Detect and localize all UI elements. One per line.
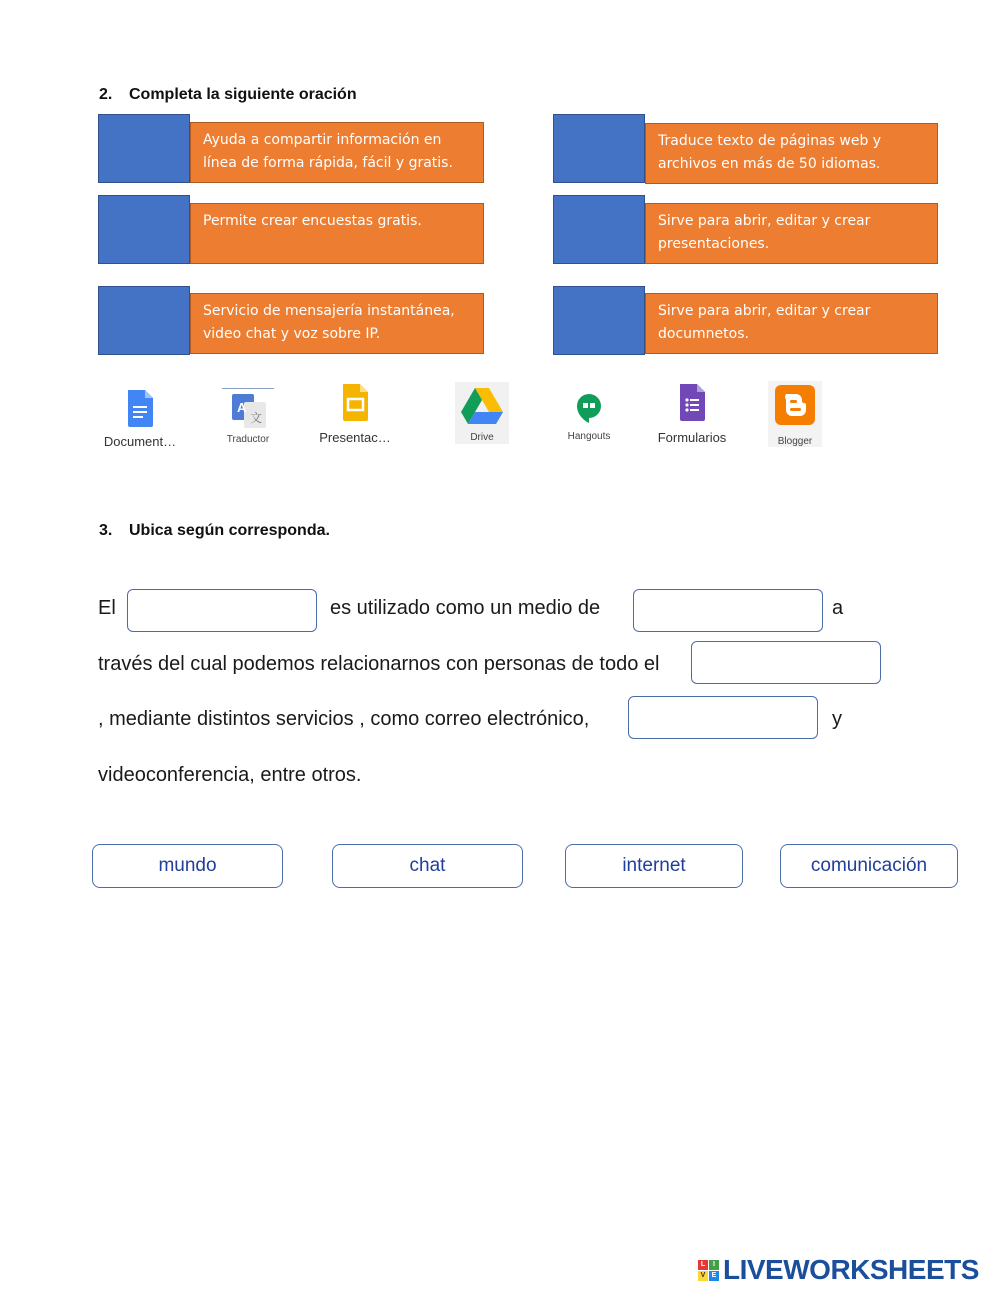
sentence-part-5: , mediante distintos servicios , como correo electrónico, [98,708,590,730]
sentence-part-2: es utilizado como un medio de [330,597,601,619]
section-3-title-text: Ubica según corresponda. [129,522,330,539]
blogger-tile [768,381,822,447]
sentence-part-6: y [832,708,842,730]
section-3-title [99,522,330,540]
word-option-mundo[interactable]: mundo [92,844,283,888]
docs-icon [125,388,155,428]
sentence-part-1: El [98,597,116,619]
forms-icon [677,382,707,422]
slides-icon [340,382,370,422]
app-hangouts[interactable] [560,393,618,442]
sentence-part-4: través del cual podemos relacionarnos con personas de todo el [98,653,660,675]
drop-target-right-1[interactable] [553,114,645,183]
app-blogger[interactable] [768,381,822,447]
app-label-forms: Formularios [657,430,727,445]
hangouts-icon [576,393,602,423]
blank-1[interactable] [127,589,317,632]
description-card-right-3: Sirve para abrir, editar y crear documnetos. [645,293,938,354]
translate-icon [222,388,274,432]
app-slides[interactable] [312,382,398,445]
app-drive[interactable] [455,382,509,444]
blank-3[interactable] [691,641,881,684]
logo-text: LIVEWORKSHEETS [723,1254,979,1285]
word-option-internet[interactable]: internet [565,844,743,888]
logo-cube-l: L [698,1260,708,1270]
svg-text:文: 文 [250,411,263,425]
app-forms[interactable] [650,382,734,445]
sentence-part-3: a [832,597,844,619]
logo-cubes [698,1260,719,1281]
app-label-blogger: Blogger [777,436,813,447]
section-2-number: 2. [99,86,113,103]
app-label-drive: Drive [470,432,494,443]
app-label-hangouts: Hangouts [567,431,611,442]
section-2-title-text: Completa la siguiente oración [129,86,357,103]
svg-text:A: A [237,400,247,415]
logo-cube-v: V [698,1271,708,1281]
description-card-right-1: Traduce texto de páginas web y archivos en más de 50 idiomas. [645,123,938,184]
drop-target-right-2[interactable] [553,195,645,264]
blogger-icon [775,385,815,425]
app-label-translate: Traductor [226,434,270,445]
logo-cube-e: E [709,1271,719,1281]
logo-cube-i: I [709,1260,719,1270]
section-2-title [99,86,357,104]
app-label-docs: Document… [103,434,177,449]
section-3-number: 3. [99,522,113,539]
drop-target-left-1[interactable] [98,114,190,183]
blank-4[interactable] [628,696,818,739]
app-translate[interactable] [220,388,276,445]
description-card-left-3: Servicio de mensajería instantánea, video chat y voz sobre IP. [190,293,484,354]
drop-target-left-3[interactable] [98,286,190,355]
liveworksheets-logo [698,1255,979,1285]
drive-tile [455,382,509,444]
description-card-left-2: Permite crear encuestas gratis. [190,203,484,264]
word-option-chat[interactable]: chat [332,844,523,888]
drop-target-right-3[interactable] [553,286,645,355]
app-docs[interactable] [98,384,182,449]
blank-2[interactable] [633,589,823,632]
word-option-comunicacion[interactable]: comunicación [780,844,958,888]
sentence-part-7: videoconferencia, entre otros. [98,764,362,786]
drop-target-left-2[interactable] [98,195,190,264]
description-card-left-1: Ayuda a compartir información en línea de forma rápida, fácil y gratis. [190,122,484,183]
app-label-slides: Presentac… [319,430,391,445]
drive-icon [460,386,504,426]
description-card-right-2: Sirve para abrir, editar y crear presentaciones. [645,203,938,264]
